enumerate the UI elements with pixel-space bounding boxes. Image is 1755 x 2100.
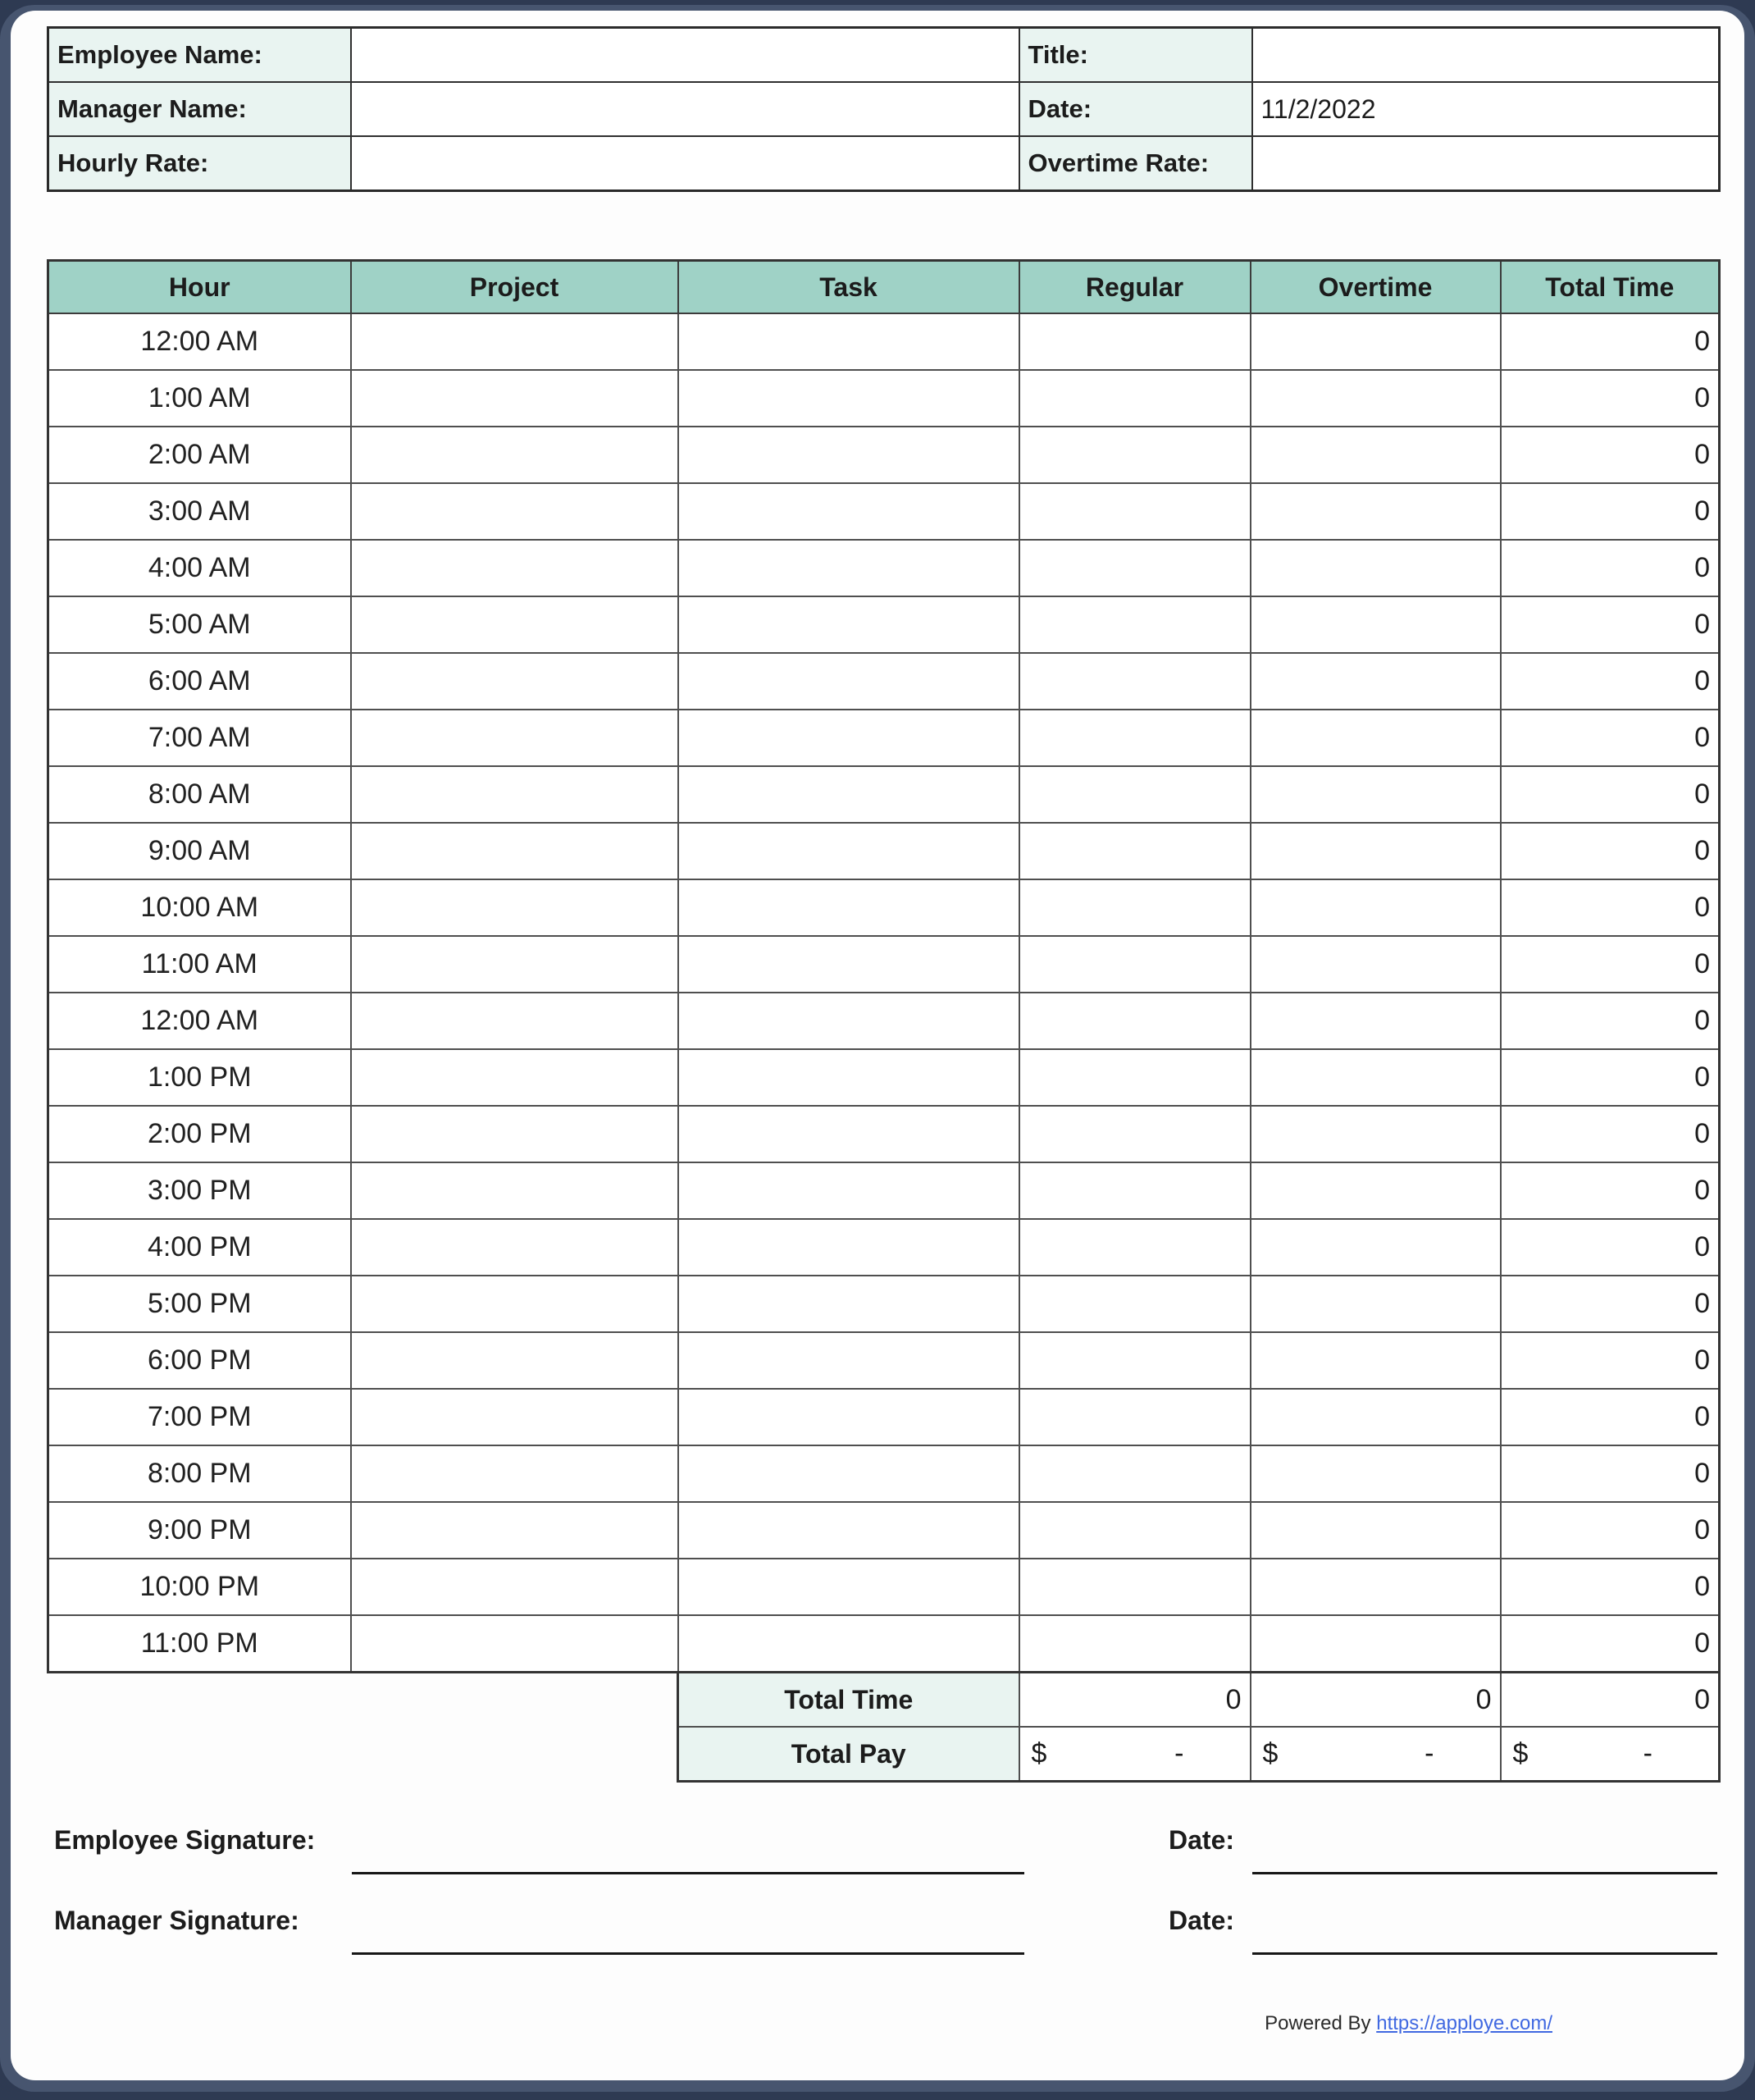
total-time-cell: 0 xyxy=(1501,370,1720,427)
total-time-column-header: Total Time xyxy=(1501,261,1720,314)
timesheet-row xyxy=(48,370,1720,427)
hour-column-header: Hour xyxy=(48,261,351,314)
timesheet-row xyxy=(48,596,1720,653)
regular-cell[interactable] xyxy=(1019,766,1251,823)
regular-cell[interactable] xyxy=(1019,1106,1251,1162)
employee-signature-label: Employee Signature: xyxy=(54,1825,316,1855)
project-cell[interactable] xyxy=(351,1502,678,1559)
hourly-rate-label: Hourly Rate: xyxy=(48,136,351,191)
project-cell[interactable] xyxy=(351,710,678,766)
total-pay-total-cell xyxy=(1501,1727,1720,1782)
timesheet-row xyxy=(48,1445,1720,1502)
overtime-cell[interactable] xyxy=(1251,1049,1501,1106)
regular-cell[interactable] xyxy=(1019,483,1251,540)
total-pay-label: Total Pay xyxy=(678,1727,1019,1782)
regular-cell[interactable] xyxy=(1019,1389,1251,1445)
overtime-cell[interactable] xyxy=(1251,879,1501,936)
project-cell[interactable] xyxy=(351,1389,678,1445)
overtime-cell[interactable] xyxy=(1251,1502,1501,1559)
timesheet-row xyxy=(48,1049,1720,1106)
overtime-cell[interactable] xyxy=(1251,1276,1501,1332)
project-cell[interactable] xyxy=(351,1445,678,1502)
timesheet-row xyxy=(48,1389,1720,1445)
overtime-cell[interactable] xyxy=(1251,823,1501,879)
hour-cell: 5:00 PM xyxy=(48,1276,351,1332)
overtime-cell[interactable] xyxy=(1251,936,1501,993)
project-cell[interactable] xyxy=(351,936,678,993)
overtime-cell[interactable] xyxy=(1251,540,1501,596)
hourly-rate-value-cell[interactable] xyxy=(351,136,1019,191)
info-row xyxy=(48,136,1720,191)
hour-cell: 5:00 AM xyxy=(48,596,351,653)
info-row xyxy=(48,28,1720,83)
project-cell[interactable] xyxy=(351,427,678,483)
task-cell[interactable] xyxy=(678,710,1019,766)
project-cell[interactable] xyxy=(351,483,678,540)
overtime-cell[interactable] xyxy=(1251,1389,1501,1445)
hour-cell: 2:00 PM xyxy=(48,1106,351,1162)
timesheet-row xyxy=(48,1106,1720,1162)
powered-by-text: Powered By xyxy=(1265,2012,1371,2034)
timesheet-row xyxy=(48,427,1720,483)
total-pay-regular-cell xyxy=(1019,1727,1251,1782)
total-time-total-value: 0 xyxy=(1501,1673,1720,1728)
project-column-header: Project xyxy=(351,261,678,314)
regular-cell[interactable] xyxy=(1019,936,1251,993)
task-cell[interactable] xyxy=(678,1615,1019,1673)
total-time-cell: 0 xyxy=(1501,483,1720,540)
total-time-cell: 0 xyxy=(1501,710,1720,766)
manager-name-value-cell[interactable] xyxy=(351,82,1019,136)
hour-cell: 10:00 AM xyxy=(48,879,351,936)
hour-cell: 12:00 AM xyxy=(48,313,351,370)
total-time-cell: 0 xyxy=(1501,823,1720,879)
total-time-cell: 0 xyxy=(1501,596,1720,653)
project-cell[interactable] xyxy=(351,823,678,879)
regular-cell[interactable] xyxy=(1019,540,1251,596)
total-pay-overtime-value: - xyxy=(1425,1737,1434,1769)
overtime-cell[interactable] xyxy=(1251,427,1501,483)
overtime-cell[interactable] xyxy=(1251,653,1501,710)
timesheet-row xyxy=(48,313,1720,370)
total-time-row xyxy=(678,1673,1720,1728)
info-row xyxy=(48,82,1720,136)
timesheet-table xyxy=(47,259,1721,1673)
employee-name-value-cell[interactable] xyxy=(351,28,1019,83)
overtime-cell[interactable] xyxy=(1251,1615,1501,1673)
manager-name-label: Manager Name: xyxy=(48,82,351,136)
total-time-cell: 0 xyxy=(1501,427,1720,483)
total-time-cell: 0 xyxy=(1501,1162,1720,1219)
task-column-header: Task xyxy=(678,261,1019,314)
task-cell[interactable] xyxy=(678,1276,1019,1332)
regular-column-header: Regular xyxy=(1019,261,1251,314)
timesheet-row xyxy=(48,823,1720,879)
total-time-cell: 0 xyxy=(1501,1106,1720,1162)
total-time-cell: 0 xyxy=(1501,879,1720,936)
employee-date-line[interactable] xyxy=(1252,1872,1717,1874)
timesheet-row xyxy=(48,1615,1720,1673)
total-time-cell: 0 xyxy=(1501,993,1720,1049)
task-cell[interactable] xyxy=(678,1049,1019,1106)
project-cell[interactable] xyxy=(351,596,678,653)
hour-cell: 3:00 AM xyxy=(48,483,351,540)
regular-cell[interactable] xyxy=(1019,1219,1251,1276)
info-table xyxy=(47,26,1721,192)
overtime-cell[interactable] xyxy=(1251,993,1501,1049)
task-cell[interactable] xyxy=(678,1162,1019,1219)
total-time-cell: 0 xyxy=(1501,936,1720,993)
regular-cell[interactable] xyxy=(1019,879,1251,936)
project-cell[interactable] xyxy=(351,1559,678,1615)
currency-symbol: $ xyxy=(1031,1737,1047,1769)
manager-date-line[interactable] xyxy=(1252,1952,1717,1955)
total-pay-regular-value: - xyxy=(1174,1737,1184,1769)
timesheet-row xyxy=(48,1559,1720,1615)
project-cell[interactable] xyxy=(351,1332,678,1389)
overtime-rate-value-cell[interactable] xyxy=(1252,136,1720,191)
project-cell[interactable] xyxy=(351,540,678,596)
total-time-cell: 0 xyxy=(1501,1276,1720,1332)
timesheet-header-row xyxy=(48,261,1720,314)
hour-cell: 1:00 AM xyxy=(48,370,351,427)
regular-cell[interactable] xyxy=(1019,653,1251,710)
hour-cell: 4:00 PM xyxy=(48,1219,351,1276)
hour-cell: 6:00 PM xyxy=(48,1332,351,1389)
task-cell[interactable] xyxy=(678,879,1019,936)
date-value-cell[interactable]: 11/2/2022 xyxy=(1252,82,1720,136)
timesheet-row xyxy=(48,936,1720,993)
task-cell[interactable] xyxy=(678,1219,1019,1276)
timesheet-row xyxy=(48,483,1720,540)
timesheet-row xyxy=(48,1219,1720,1276)
timesheet-row xyxy=(48,540,1720,596)
task-cell[interactable] xyxy=(678,653,1019,710)
task-cell[interactable] xyxy=(678,596,1019,653)
hour-cell: 6:00 AM xyxy=(48,653,351,710)
timesheet-row xyxy=(48,879,1720,936)
task-cell[interactable] xyxy=(678,993,1019,1049)
employee-date-label: Date: xyxy=(1169,1825,1235,1855)
overtime-cell[interactable] xyxy=(1251,710,1501,766)
task-cell[interactable] xyxy=(678,540,1019,596)
hour-cell: 8:00 PM xyxy=(48,1445,351,1502)
task-cell[interactable] xyxy=(678,1332,1019,1389)
regular-cell[interactable] xyxy=(1019,370,1251,427)
overtime-cell[interactable] xyxy=(1251,1162,1501,1219)
timesheet-row xyxy=(48,1276,1720,1332)
employee-signature-line[interactable] xyxy=(352,1872,1024,1874)
manager-date-label: Date: xyxy=(1169,1906,1235,1935)
project-cell[interactable] xyxy=(351,1276,678,1332)
timesheet-row xyxy=(48,1502,1720,1559)
total-time-cell: 0 xyxy=(1501,1049,1720,1106)
regular-cell[interactable] xyxy=(1019,1559,1251,1615)
hour-cell: 9:00 PM xyxy=(48,1502,351,1559)
project-cell[interactable] xyxy=(351,1106,678,1162)
regular-cell[interactable] xyxy=(1019,427,1251,483)
total-time-cell: 0 xyxy=(1501,653,1720,710)
hour-cell: 7:00 PM xyxy=(48,1389,351,1445)
task-cell[interactable] xyxy=(678,936,1019,993)
project-cell[interactable] xyxy=(351,653,678,710)
overtime-cell[interactable] xyxy=(1251,1559,1501,1615)
total-time-label: Total Time xyxy=(678,1673,1019,1728)
total-time-cell: 0 xyxy=(1501,1502,1720,1559)
overtime-cell[interactable] xyxy=(1251,596,1501,653)
title-label: Title: xyxy=(1019,28,1252,83)
total-pay-row xyxy=(678,1727,1720,1782)
title-value-cell[interactable] xyxy=(1252,28,1720,83)
timesheet-row xyxy=(48,1332,1720,1389)
project-cell[interactable] xyxy=(351,1615,678,1673)
total-time-regular-value: 0 xyxy=(1019,1673,1251,1728)
task-cell[interactable] xyxy=(678,483,1019,540)
manager-signature-label: Manager Signature: xyxy=(54,1906,299,1935)
overtime-rate-label: Overtime Rate: xyxy=(1019,136,1252,191)
timesheet-section xyxy=(47,259,1718,1783)
manager-signature-line[interactable] xyxy=(352,1952,1024,1955)
task-cell[interactable] xyxy=(678,427,1019,483)
total-pay-total-value: - xyxy=(1643,1737,1652,1769)
hour-cell: 3:00 PM xyxy=(48,1162,351,1219)
regular-cell[interactable] xyxy=(1019,993,1251,1049)
total-time-cell: 0 xyxy=(1501,313,1720,370)
date-label: Date: xyxy=(1019,82,1252,136)
total-time-cell: 0 xyxy=(1501,1219,1720,1276)
hour-cell: 8:00 AM xyxy=(48,766,351,823)
total-time-cell: 0 xyxy=(1501,1332,1720,1389)
task-cell[interactable] xyxy=(678,766,1019,823)
timesheet-row xyxy=(48,710,1720,766)
overtime-column-header: Overtime xyxy=(1251,261,1501,314)
project-cell[interactable] xyxy=(351,370,678,427)
hour-cell: 1:00 PM xyxy=(48,1049,351,1106)
regular-cell[interactable] xyxy=(1019,1276,1251,1332)
document-card xyxy=(11,11,1744,2080)
hour-cell: 2:00 AM xyxy=(48,427,351,483)
overtime-cell[interactable] xyxy=(1251,1219,1501,1276)
total-pay-overtime-cell xyxy=(1251,1727,1501,1782)
timesheet-row xyxy=(48,766,1720,823)
hour-cell: 11:00 AM xyxy=(48,936,351,993)
regular-cell[interactable] xyxy=(1019,1445,1251,1502)
currency-symbol: $ xyxy=(1262,1737,1279,1769)
project-cell[interactable] xyxy=(351,993,678,1049)
project-cell[interactable] xyxy=(351,313,678,370)
task-cell[interactable] xyxy=(678,1445,1019,1502)
hour-cell: 7:00 AM xyxy=(48,710,351,766)
timesheet-row xyxy=(48,1162,1720,1219)
task-cell[interactable] xyxy=(678,370,1019,427)
regular-cell[interactable] xyxy=(1019,823,1251,879)
total-time-cell: 0 xyxy=(1501,1389,1720,1445)
task-cell[interactable] xyxy=(678,1106,1019,1162)
project-cell[interactable] xyxy=(351,1219,678,1276)
overtime-cell[interactable] xyxy=(1251,1106,1501,1162)
overtime-cell[interactable] xyxy=(1251,766,1501,823)
apploye-link[interactable]: https://apploye.com/ xyxy=(1376,2012,1552,2034)
hour-cell: 12:00 AM xyxy=(48,993,351,1049)
overtime-cell[interactable] xyxy=(1251,483,1501,540)
regular-cell[interactable] xyxy=(1019,1502,1251,1559)
total-time-cell: 0 xyxy=(1501,1615,1720,1673)
hour-cell: 9:00 AM xyxy=(48,823,351,879)
total-time-cell: 0 xyxy=(1501,1445,1720,1502)
total-time-cell: 0 xyxy=(1501,1559,1720,1615)
footer xyxy=(1265,2012,1552,2035)
project-cell[interactable] xyxy=(351,1049,678,1106)
project-cell[interactable] xyxy=(351,879,678,936)
project-cell[interactable] xyxy=(351,1162,678,1219)
task-cell[interactable] xyxy=(678,1389,1019,1445)
regular-cell[interactable] xyxy=(1019,1049,1251,1106)
total-time-cell: 0 xyxy=(1501,766,1720,823)
task-cell[interactable] xyxy=(678,1502,1019,1559)
regular-cell[interactable] xyxy=(1019,1615,1251,1673)
regular-cell[interactable] xyxy=(1019,1332,1251,1389)
employee-name-label: Employee Name: xyxy=(48,28,351,83)
regular-cell[interactable] xyxy=(1019,596,1251,653)
currency-symbol: $ xyxy=(1512,1737,1529,1769)
task-cell[interactable] xyxy=(678,313,1019,370)
regular-cell[interactable] xyxy=(1019,1162,1251,1219)
task-cell[interactable] xyxy=(678,823,1019,879)
overtime-cell[interactable] xyxy=(1251,1332,1501,1389)
regular-cell[interactable] xyxy=(1019,710,1251,766)
total-time-overtime-value: 0 xyxy=(1251,1673,1501,1728)
totals-table xyxy=(677,1671,1721,1783)
overtime-cell[interactable] xyxy=(1251,313,1501,370)
regular-cell[interactable] xyxy=(1019,313,1251,370)
overtime-cell[interactable] xyxy=(1251,370,1501,427)
timesheet-row xyxy=(48,653,1720,710)
overtime-cell[interactable] xyxy=(1251,1445,1501,1502)
hour-cell: 10:00 PM xyxy=(48,1559,351,1615)
timesheet-row xyxy=(48,993,1720,1049)
total-time-cell: 0 xyxy=(1501,540,1720,596)
task-cell[interactable] xyxy=(678,1559,1019,1615)
hour-cell: 4:00 AM xyxy=(48,540,351,596)
hour-cell: 11:00 PM xyxy=(48,1615,351,1673)
project-cell[interactable] xyxy=(351,766,678,823)
